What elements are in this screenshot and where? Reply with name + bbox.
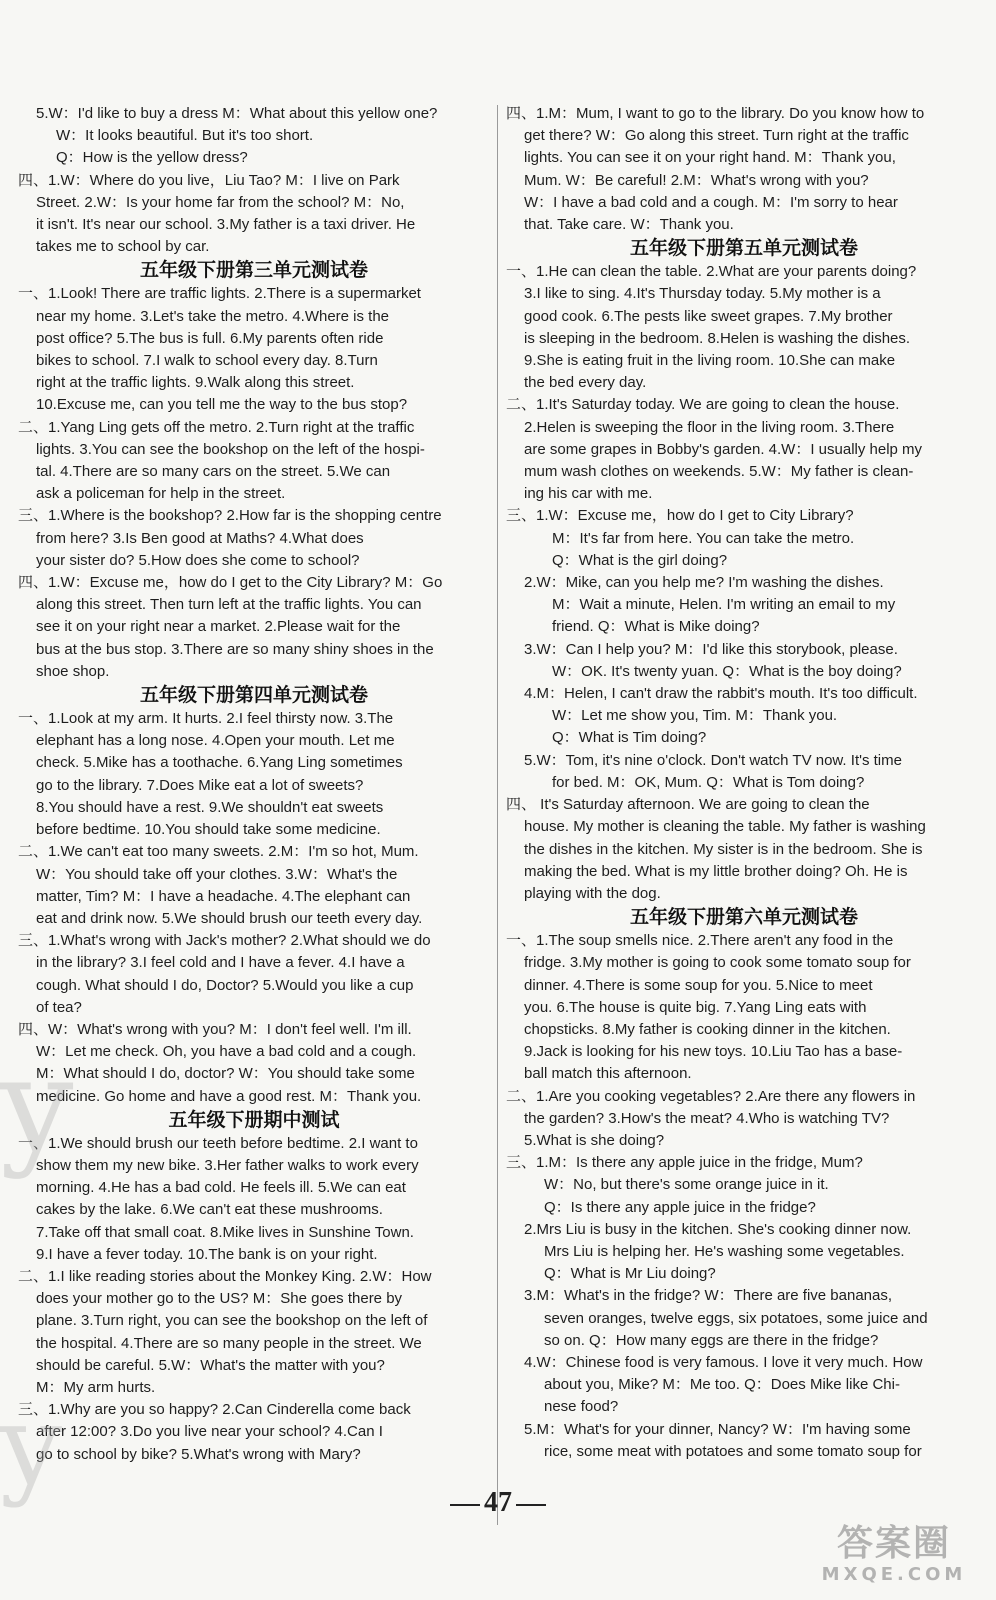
watermark-left-glyph-lower: y — [0, 1381, 63, 1509]
watermark-site: MXQE.COM — [821, 1564, 967, 1585]
answer-line: is sleeping in the bedroom. 8.Helen is washing the dishes. — [524, 329, 911, 347]
answer-line: ask a policeman for help in the street. — [36, 485, 286, 503]
left-block-a — [18, 103, 490, 258]
answer-line: morning. 4.He has a bad cold. He feels ill. 5.We can eat — [36, 1179, 406, 1197]
answer-line: playing with the dog. — [524, 884, 661, 902]
answer-line: mum wash clothes on weekends. 5.W：My father is clean- — [524, 463, 914, 481]
answer-line: chopsticks. 8.My father is cooking dinner in the kitchen. — [524, 1020, 891, 1038]
answer-line: M：It's far from here. You can take the metro. — [552, 529, 855, 547]
answer-line: fridge. 3.My mother is going to cook some tomato soup for — [524, 954, 911, 972]
answer-line: W：It looks beautiful. But it's too short. — [56, 127, 314, 145]
answer-line: 9.Jack is looking for his new toys. 10.Liu Tao has a base- — [524, 1043, 903, 1061]
answer-line: shoe shop. — [36, 662, 110, 680]
answer-line: check. 5.Mike has a toothache. 6.Yang Ling sometimes — [36, 754, 403, 772]
answer-line: 3.I like to sing. 4.It's Thursday today. 5.My mother is a — [524, 285, 881, 303]
answer-line: 4.W：Chinese food is very famous. I love it very much. How — [524, 1353, 923, 1371]
right-block-c — [506, 930, 982, 1463]
answer-line: medicine. Go home and have a good rest. M：Thank you. — [36, 1087, 422, 1105]
answer-line: takes me to school by car. — [36, 238, 210, 256]
watermark-left-glyph: y — [0, 1029, 74, 1181]
page-number-text: 47 — [484, 1487, 512, 1518]
answer-line: Q：Is there any apple juice in the fridge? — [544, 1198, 816, 1216]
answer-line: W：OK. It's twenty yuan. Q：What is the boy doing? — [552, 662, 902, 680]
answer-line: 二、1.Yang Ling gets off the metro. 2.Turn right at the traffic — [18, 418, 415, 436]
answer-line: ball match this afternoon. — [524, 1065, 692, 1083]
answer-line: so on. Q：How many eggs are there in the fridge? — [544, 1331, 879, 1349]
answer-line: dinner. 4.There is some soup for you. 5.Nice to meet — [524, 976, 873, 994]
answer-line: in the library? 3.I feel cold and I have a fever. 4.I have a — [36, 954, 405, 972]
answer-line: does your mother go to the US? M：She goes there by — [36, 1290, 403, 1308]
answer-line: friend. Q：What is Mike doing? — [552, 618, 760, 636]
right-column — [506, 103, 982, 1463]
heading-unit5: 五年级下册第五单元测试卷 — [629, 237, 858, 260]
answer-line: M：Wait a minute, Helen. I'm writing an email to my — [552, 596, 896, 614]
answer-line: show them my new bike. 3.Her father walks to work every — [36, 1156, 419, 1174]
answer-line: 8.You should have a rest. 9.We shouldn't eat sweets — [36, 798, 384, 816]
answer-line: 四、 It's Saturday afternoon. We are going to clean the — [506, 796, 870, 814]
answer-line: 5.W：Tom, it's nine o'clock. Don't watch TV now. It's time — [524, 751, 902, 769]
answer-line: 2.Helen is sweeping the floor in the living room. 3.There — [524, 418, 895, 436]
answer-line: 一、1.We should brush our teeth before bedtime. 2.I want to — [18, 1134, 418, 1152]
answer-line: 3.M：What's in the fridge? W：There are five bananas, — [524, 1287, 893, 1305]
heading-unit4: 五年级下册第四单元测试卷 — [139, 684, 368, 707]
answer-line: lights. You can see it on your right hand. M：Thank you, — [524, 149, 896, 167]
left-block-b — [18, 283, 490, 683]
answer-line: house. My mother is cleaning the table. My father is washing — [524, 818, 926, 836]
answer-line: nese food? — [544, 1398, 619, 1416]
answer-line: the hospital. 4.There are so many people in the street. We — [36, 1334, 422, 1352]
answer-line: 5.W：I'd like to buy a dress M：What about this yellow one? — [36, 105, 438, 122]
answer-line: before bedtime. 10.You should take some medicine. — [36, 821, 381, 839]
answer-line: from here? 3.Is Ben good at Maths? 4.What does — [36, 529, 364, 547]
answer-line: 4.M：Helen, I can't draw the rabbit's mouth. It's too difficult. — [524, 685, 918, 703]
answer-line: W：I have a bad cold and a cough. M：I'm sorry to hear — [524, 193, 898, 211]
answer-line: near my home. 3.Let's take the metro. 4.Where is the — [36, 307, 390, 325]
answer-line: get there? W：Go along this street. Turn right at the traffic — [524, 127, 909, 145]
right-block-b — [506, 261, 982, 905]
answer-line: go to the library. 7.Does Mike eat a lot of sweets? — [36, 776, 364, 794]
answer-line: should be careful. 5.W：What's the matter with you? — [36, 1356, 385, 1374]
watermark-mark: 答案圈 — [836, 1523, 951, 1564]
answer-line: it isn't. It's near our school. 3.My father is a taxi driver. He — [36, 216, 416, 234]
answer-line: cakes by the lake. 6.We can't eat these mushrooms. — [36, 1201, 383, 1219]
answer-line: 10.Excuse me, can you tell me the way to the bus stop? — [36, 396, 408, 414]
answer-line: you. 6.The house is quite big. 7.Yang Ling eats with — [524, 998, 867, 1016]
answer-line: 一、1.Look! There are traffic lights. 2.There is a supermarket — [18, 285, 421, 303]
answer-line: seven oranges, twelve eggs, six potatoes, some juice and — [544, 1309, 928, 1327]
answer-line: 四、W：What's wrong with you? M：I don't feel well. I'm ill. — [18, 1020, 412, 1038]
answer-line: 一、1.He can clean the table. 2.What are your parents doing? — [506, 263, 917, 281]
answer-line: rice, some meat with potatoes and some tomato soup for — [544, 1442, 922, 1460]
answer-line: Q：What is Tim doing? — [552, 729, 707, 747]
watermark-logo — [804, 1524, 984, 1594]
right-block-a — [506, 103, 982, 236]
answer-line: 7.Take off that small coat. 8.Mike lives in Sunshine Town. — [36, 1223, 414, 1241]
answer-line: making the bed. What is my little brother doing? Oh. He is — [524, 862, 908, 880]
answer-line: bus at the bus stop. 3.There are so many shiny shoes in the — [36, 640, 434, 658]
heading-unit3: 五年级下册第三单元测试卷 — [139, 259, 368, 282]
answer-line: 四、1.W：Excuse me，how do I get to the City Library? M：Go — [18, 574, 443, 592]
answer-line: after 12:00? 3.Do you live near your school? 4.Can I — [36, 1423, 383, 1441]
answer-line: that. Take care. W：Thank you. — [524, 216, 734, 234]
answer-line: lights. 3.You can see the bookshop on the left of the hospi- — [36, 440, 425, 458]
answer-line: W：No, but there's some orange juice in it. — [544, 1176, 829, 1194]
answer-line: 9.She is eating fruit in the living room. 10.She can make — [524, 352, 896, 370]
answer-line: bikes to school. 7.I walk to school every day. 8.Turn — [36, 352, 378, 370]
answer-line: 三、1.Why are you so happy? 2.Can Cinderella come back — [18, 1401, 411, 1419]
answer-line: 二、1.I like reading stories about the Monkey King. 2.W：How — [18, 1267, 432, 1285]
answer-line: cough. What should I do, Doctor? 5.Would you like a cup — [36, 976, 414, 994]
answer-line: 一、1.Look at my arm. It hurts. 2.I feel thirsty now. 3.The — [18, 710, 394, 728]
answer-line: your sister do? 5.How does she come to school? — [36, 551, 360, 569]
answer-line: 四、1.W：Where do you live，Liu Tao? M：I live on Park — [18, 171, 400, 189]
answer-line: ing his car with me. — [524, 485, 653, 503]
answer-line: of tea? — [36, 998, 82, 1016]
answer-line: tal. 4.There are so many cars on the street. 5.We can — [36, 463, 391, 481]
answer-line: right at the traffic lights. 9.Walk along this street. — [36, 374, 355, 392]
column-divider — [497, 105, 498, 1525]
answer-line: W：Let me show you, Tim. M：Thank you. — [552, 707, 838, 725]
answer-line: 二、1.It's Saturday today. We are going to clean the house. — [506, 396, 900, 414]
answer-line: 三、1.W：Excuse me，how do I get to City Library? — [506, 507, 854, 525]
answer-line: 2.W：Mike, can you help me? I'm washing the dishes. — [524, 574, 884, 592]
answer-line: plane. 3.Turn right, you can see the bookshop on the left of — [36, 1312, 428, 1330]
answer-line: W：You should take off your clothes. 3.W：What's the — [36, 865, 398, 883]
answer-line: the dishes in the kitchen. My sister is in the bedroom. She is — [524, 840, 923, 858]
answer-line: the garden? 3.How's the meat? 4.Who is watching TV? — [524, 1109, 890, 1127]
answer-line: 9.I have a fever today. 10.The bank is on your right. — [36, 1245, 378, 1263]
answer-line: M：What should I do, doctor? W：You should take some — [36, 1065, 415, 1083]
answer-line: elephant has a long nose. 4.Open your mouth. Let me — [36, 732, 395, 750]
answer-line: good cook. 6.The pests like sweet grapes. 7.My brother — [524, 307, 893, 325]
answer-line: 三、1.M：Is there any apple juice in the fridge, Mum? — [506, 1154, 863, 1172]
answer-line: Q：How is the yellow dress? — [56, 149, 248, 167]
answer-line: M：My arm hurts. — [36, 1378, 156, 1396]
answer-line: for bed. M：OK, Mum. Q：What is Tom doing? — [552, 773, 865, 791]
answer-line: 一、1.The soup smells nice. 2.There aren't any food in the — [506, 932, 894, 950]
answer-line: 四、1.M：Mum, I want to go to the library. Do you know how to — [506, 105, 925, 122]
answer-line: Q：What is the girl doing? — [552, 551, 728, 569]
answer-line: 二、1.We can't eat too many sweets. 2.M：I'm so hot, Mum. — [18, 843, 419, 861]
answer-line: see it on your right near a market. 2.Please wait for the — [36, 618, 401, 636]
answer-line: Street. 2.W：Is your home far from the school? M：No, — [36, 193, 405, 211]
answer-line: about you, Mike? M：Me too. Q：Does Mike like Chi- — [544, 1376, 900, 1394]
answer-line: 二、1.Are you cooking vegetables? 2.Are there any flowers in — [506, 1087, 916, 1105]
page-number — [0, 1487, 996, 1519]
heading-unit6: 五年级下册第六单元测试卷 — [629, 906, 858, 929]
answer-line: post office? 5.The bus is full. 6.My parents often ride — [36, 329, 384, 347]
answer-line: 2.Mrs Liu is busy in the kitchen. She's cooking dinner now. — [524, 1220, 912, 1238]
answer-line: are some grapes in Bobby's garden. 4.W：I usually help my — [524, 440, 923, 458]
answer-line: Q：What is Mr Liu doing? — [544, 1265, 716, 1283]
answer-line: eat and drink now. 5.We should brush our teeth every day. — [36, 909, 423, 927]
answer-line: W：Let me check. Oh, you have a bad cold and a cough. — [36, 1043, 417, 1061]
answer-line: the bed every day. — [524, 374, 647, 392]
answer-line: matter, Tim? M：I have a headache. 4.The elephant can — [36, 887, 411, 905]
answer-line: 5.What is she doing? — [524, 1131, 665, 1149]
answer-line: 3.W：Can I help you? M：I'd like this storybook, please. — [524, 640, 898, 658]
answer-line: Mum. W：Be careful! 2.M：What's wrong with you? — [524, 171, 869, 189]
answer-line: 三、1.What's wrong with Jack's mother? 2.What should we do — [18, 932, 431, 950]
heading-midterm: 五年级下册期中测试 — [168, 1108, 340, 1131]
left-column — [18, 103, 490, 1466]
answer-line: go to school by bike? 5.What's wrong with Mary? — [36, 1445, 361, 1463]
answer-line: 5.M：What's for your dinner, Nancy? W：I'm having some — [524, 1420, 911, 1438]
answer-line: Mrs Liu is helping her. He's washing some vegetables. — [544, 1242, 905, 1260]
answer-line: along this street. Then turn left at the traffic lights. You can — [36, 596, 422, 614]
answer-line: 三、1.Where is the bookshop? 2.How far is the shopping centre — [18, 507, 442, 525]
